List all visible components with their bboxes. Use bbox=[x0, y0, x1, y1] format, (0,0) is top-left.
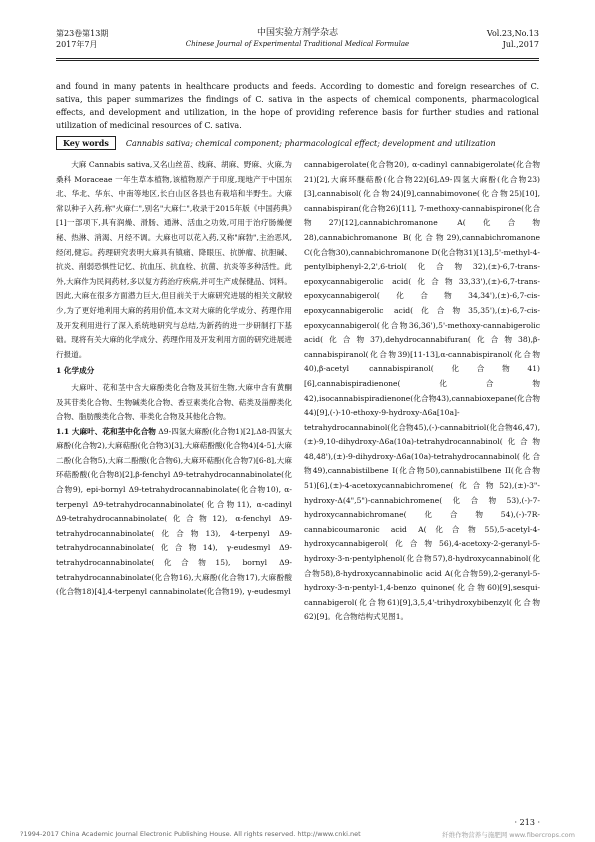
subsection-1-1-text: Δ9-四氢大麻酚(化合物1)[2],Δ8-四氢大麻酚(化合物2),大麻萜酚(化合物3)[3],大麻萜酚酸(化合物4)[4-5],大麻二酚(化合物5),大麻二酚酸(化合物6),大麻环萜酚(化合物7)[6-8],大麻环萜酚酸(化合物8)[2],β-fenchyl Δ9-tetrahydrocannabinolate(化合物9), epi-bornyl Δ9-tetrahydrocannabinolate(化合物10), α-terpenyl Δ9-tetrahydrocannabinolate(化合物11), α-cadinyl Δ9-tetrahydrocannabinolate(化合物12), α-fenchyl Δ9-tetrahydrocannabinolate(化合物13), 4-terpenyl Δ9-tetrahydrocannabinolate(化合物14), γ-eudesmyl Δ9-tetrahydrocannabinolate(化合物15), bornyl Δ9-tetrahydrocannabinolate(化合物16),大麻酚(化合物17),大麻酚酸(化合物18)[4],4-terpenyl cannabinolate(化合物19), γ-eudesmyl bbox=[56, 426, 292, 597]
header-center bbox=[176, 28, 419, 50]
subsection-1-1 bbox=[56, 425, 292, 600]
running-header bbox=[56, 28, 539, 58]
header-left bbox=[56, 28, 176, 50]
volume-issue-cn: 第23卷第13期 bbox=[56, 29, 109, 38]
copyright-line: ?1994-2017 China Academic Journal Electronic Publishing House. All rights reserved. http://www.cnki.net bbox=[20, 830, 361, 838]
left-column bbox=[56, 158, 292, 818]
intro-paragraph: 大麻 Cannabis sativa,又名山丝苗、线麻、胡麻、野麻、火麻,为桑科 Moraceae 一年生草本植物,该植物原产于印度,现地产于中国东北、华北、华东、中南等地区,长白山区各县也有栽培和半野生。大麻常以种子入药,称"火麻仁",别名"大麻仁",收录于2015年版《中国药典》[1]一部项下,具有润燥、滑肠、通淋、活血之功效,可用于治疗肠燥便秘、热淋、消渴、月经不调。大麻也可以花入药,又称"麻勃",主治恶风,经闭,健忘。药理研究表明大麻具有镇痛、降眼压、抗肿瘤、抗胆碱、抗炎、削弱恐惧性记忆、抗血压、抗血栓、抗菌、抗炎等多种活性。此外,大麻作为民间药材,多以复方药治疗疾病,并可生产成保健品、饲料。因此,大麻在很多方面潜力巨大,但目前关于大麻研究进展的相关文献较少,为了更好地利用大麻的药用价值,本文对大麻的化学成分、药理作用及开发利用进行了深入系统地研究与总结,为新药的进一步研制打下基础。现将有关大麻的化学成分、药理作用及开发利用方面的研究进展进行报道。 bbox=[56, 160, 292, 359]
right-column bbox=[304, 158, 540, 798]
watermark-text: 纤维作物营养与施肥网 www.fibercrops.com bbox=[442, 831, 575, 838]
right-column-paragraph: cannabigerolate(化合物20), α-cadinyl cannabigerolate(化合物21)[2],大麻环醚萜酚(化合物22)[6],Δ9-四氢大麻酚(化合物23)[3],cannabisol(化合物24)[9],cannabimovone(化合物25)[10], cannabispiran(化合物26)[11], 7-methoxy-cannabispirone(化合物27)[12],cannabichromanone A(化合物28),cannabichromanone B(化合物29),cannabichromanone C(化合物30),cannabichromanone D(化合物31)[13],5'-methyl-4-pentylbiphenyl-2,2',6-triol(化合物32),(±)-6,7-trans-epoxycannabigerolic acid(化合物33,33'),(±)-6,7-trans-epoxycannabigerol(化合物34,34'),(±)-6,7-cis-epoxycannabigerolic acid(化合物35,35'),(±)-6,7-cis-epoxycannabigerol(化合物36,36'),5'-methoxy-cannabigerolic acid(化合物37),dehydrocannabifuran(化合物38),β-cannabispiranol(化合物39)[11-13],α-cannabispiranol(化合物40),β-acetyl cannabispiranol(化合物41)[6],cannabispiradienone(化合物42),isocannabispiradienone(化合物43),cannabioxepane(化合物44)[9],(-)-10-ethoxy-9-hydroxy-Δ6a[10a]-tetrahydrocannabinol(化合物45),(-)-cannabitriol(化合物46,47),(±)-9,10-dihydroxy-Δ6a(10a)-tetrahydrocannabinol(化合物48,48'),(±)-9-dihydroxy-Δ6a(10a)-tetrahydrocannabinol(化合物49),cannabistilbene I(化合物50),cannabistilbene II(化合物51)[6],(±)-4-acetoxycannabichromene(化合物52),(±)-3"-hydroxy-Δ(4",5")-cannabichromene(化合物53),(-)-7-hydroxycannabichromane(化合物54),(-)-7R-cannabicoumaronic acid A(化合物55),5-acetyl-4-hydroxycannabigerol(化合物56),4-acetoxy-2-geranyl-5-hydroxy-3-n-pentylphenol(化合物57),8-hydroxycannabinol(化合物58),8-hydroxycannabinolic acid A(化合物59),2-geranyl-5-hydroxy-3-n-pentyl-1,4-benzo quinone(化合物60)[9],sesqui-cannabigerol(化合物61)[9],3,5,4'-trihydroxybibenzyl(化合物62)[9]。化合物结构式见图1。 bbox=[304, 160, 540, 622]
subsection-heading-1-1: 1.1 大麻叶、花和茎中化合物 bbox=[56, 426, 156, 436]
header-rule-thin bbox=[56, 60, 539, 61]
volume-issue-en: Vol.23,No.13 bbox=[486, 29, 539, 38]
keywords-line bbox=[56, 136, 539, 150]
journal-title-cn: 中国实验方剂学杂志 bbox=[256, 28, 338, 38]
footer bbox=[20, 830, 575, 838]
section-heading-1: 1 化学成分 bbox=[56, 366, 95, 376]
keywords-label: Key words bbox=[56, 136, 116, 150]
abstract-continuation: and found in many patents in healthcare products and feeds. According to domestic and foreign researches of C. sativa, this paper summarizes the findings of C. sativa in the aspects of chemical components, pharmacological effects, and development and utilization, in the hope of providing reference basis for further studies and rational utilization of medicinal resources of C. sativa. bbox=[56, 82, 539, 130]
section-1-paragraph: 大麻叶、花和茎中含大麻酚类化合物及其衍生物,大麻中含有黄酮及其苷类化合物、生物碱类化合物、香豆素类化合物、萜类及甾醇类化合物、脂肪酸类化合物、菲类化合物及其他化合物。 bbox=[56, 382, 292, 422]
date-en: Jul.,2017 bbox=[502, 40, 539, 49]
keywords-text: Cannabis sativa; chemical component; pharmacological effect; development and utilization bbox=[125, 139, 496, 148]
header-rule bbox=[56, 58, 539, 59]
header-right bbox=[419, 28, 539, 50]
date-cn: 2017年7月 bbox=[56, 40, 98, 49]
journal-title-en: Chinese Journal of Experimental Traditional Medical Formulae bbox=[185, 40, 410, 48]
page-number: · 213 · bbox=[514, 818, 540, 827]
